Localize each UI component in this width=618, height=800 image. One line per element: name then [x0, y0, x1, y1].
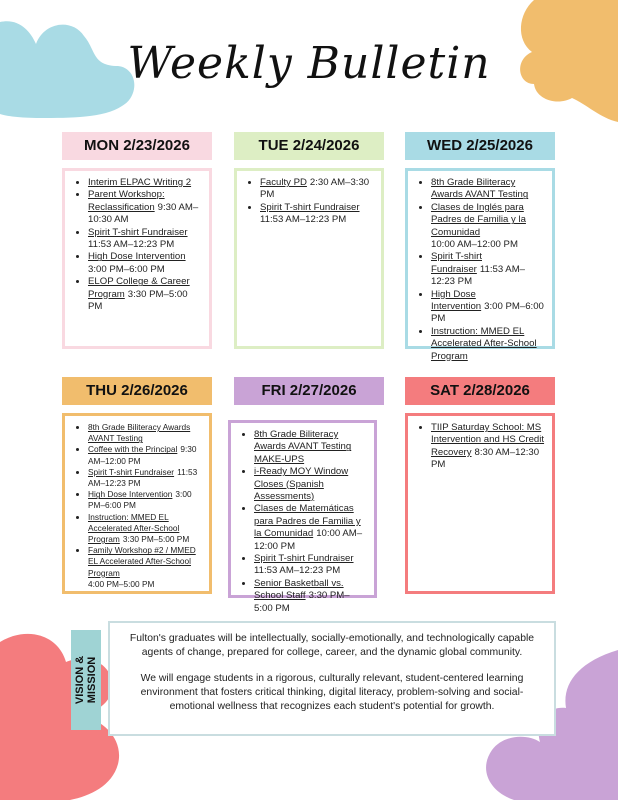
event-time: 11:53 AM–12:23 PM [254, 565, 341, 577]
day-box-sat [405, 413, 555, 594]
list-item [254, 503, 368, 553]
list-item [254, 578, 368, 615]
list-item [431, 202, 546, 252]
event-time: 3:00 PM–6:00 PM [88, 263, 165, 275]
event-link[interactable]: Spirit T-shirt Fundraiser [260, 201, 360, 213]
list-item [431, 422, 546, 472]
event-time: 10:00 AM–12:00 PM [254, 528, 363, 552]
event-link[interactable]: Instruction: MMED EL Accelerated After-School Program [88, 511, 180, 545]
day-box-fri [228, 420, 377, 614]
event-link[interactable]: 8th Grade Biliteracy Awards AVANT Testing [431, 177, 529, 201]
list-item [88, 489, 203, 511]
event-link[interactable]: i-Ready MOY Window Closes (Spanish Assessments) [254, 466, 349, 503]
day-header-tue: TUE 2/24/2026 [234, 132, 384, 160]
list-item [88, 422, 203, 444]
vision-statement: Fulton's graduates will be intellectually, socially-emotionally, and technologically capable agents of change, prepared for college, career, and the dynamic global community. [129, 633, 535, 658]
day-header-mon: MON 2/23/2026 [62, 132, 212, 160]
event-link[interactable]: ELOP College & Career Program [88, 276, 190, 300]
page-title: Weekly Bulletin [127, 38, 491, 89]
event-link[interactable]: Clases de Inglés para Padres de Familia y la Comunidad [431, 201, 526, 238]
event-time: 9:30 AM–10:30 AM [88, 201, 199, 226]
list-item [88, 467, 203, 489]
event-time: 8:30 AM–12:30 PM [431, 446, 540, 471]
list-item [254, 553, 368, 578]
event-time: 3:30 PM–5:00 PM [254, 590, 350, 614]
day-box-wed [405, 168, 555, 362]
event-link[interactable]: High Dose Intervention [88, 251, 186, 263]
event-link[interactable]: Spirit T-shirt Fundraiser [431, 251, 482, 275]
event-link[interactable]: Family Workshop #2 / MMED EL Accelerated After-School Program [88, 545, 196, 578]
event-link[interactable]: Instruction: MMED EL Accelerated After-School Program [431, 325, 537, 362]
event-link[interactable]: Senior Basketball vs. School Staff [254, 577, 344, 602]
event-time: 11:53 AM–12:23 PM [88, 239, 175, 251]
event-link[interactable]: 8th Grade Biliteracy Awards AVANT Testing MAKE-UPS [254, 429, 352, 465]
list-item [88, 545, 203, 590]
list-item [431, 326, 546, 363]
list-item [88, 444, 203, 466]
list-item [254, 429, 368, 466]
list-item [431, 289, 546, 326]
day-header-thu: THU 2/26/2026 [62, 377, 212, 405]
list-item [431, 177, 546, 202]
event-link[interactable]: High Dose Intervention [88, 489, 173, 500]
event-link[interactable]: Interim ELPAC Writing 2 [88, 177, 192, 188]
day-box-mon [62, 168, 212, 349]
event-time: 3:30 PM–5:00 PM [88, 288, 188, 313]
list-item [88, 189, 203, 226]
list-item [260, 177, 375, 202]
mission-statement: We will engage students in a rigorous, culturally relevant, student-centered learning environment that fosters critical thinking, digital literacy, problem-solving and social-emotional wellness that recognizes each student's potential for growth. [140, 673, 524, 712]
event-time: 11:53 AM–12:23 PM [260, 214, 347, 226]
list-item [88, 177, 203, 189]
list-item [88, 227, 203, 252]
event-time: 2:30 AM–3:30 PM [260, 177, 370, 201]
event-time: 9:30 AM–12:00 PM [88, 444, 197, 466]
event-link[interactable]: Coffee with the Principal [88, 444, 178, 455]
event-time: 10:00 AM–12:00 PM [431, 239, 518, 251]
event-link[interactable]: TIIP Saturday School: MS Intervention and HS Credit Recovery [431, 422, 545, 458]
list-item [88, 276, 203, 313]
event-link[interactable]: Spirit T-shirt Fundraiser [88, 466, 175, 477]
vision-mission-box [108, 621, 556, 736]
list-item [88, 251, 203, 276]
list-item [431, 251, 546, 288]
list-item [88, 512, 203, 546]
event-time: 11:53 AM–12:23 PM [431, 263, 526, 288]
list-item [260, 202, 375, 227]
event-link[interactable]: High Dose Intervention [431, 288, 482, 313]
event-link[interactable]: Spirit T-shirt Fundraiser [254, 553, 354, 565]
event-link[interactable]: 8th Grade Biliteracy Awards AVANT Testing [88, 422, 191, 444]
vision-mission-label-text: VISION & MISSION [74, 655, 98, 705]
event-time: 11:53 AM–12:23 PM [88, 466, 198, 489]
event-time: 3:00 PM–6:00 PM [431, 301, 544, 325]
day-box-tue [234, 168, 384, 349]
day-box-thu [62, 413, 212, 594]
day-header-wed: WED 2/25/2026 [405, 132, 555, 160]
event-link[interactable]: Spirit T-shirt Fundraiser [88, 226, 188, 238]
event-link[interactable]: Clases de Matemáticas para Padres de Familia y la Comunidad [254, 503, 361, 540]
day-header-sat: SAT 2/28/2026 [405, 377, 555, 405]
event-link[interactable]: Parent Workshop: Reclassification [88, 189, 165, 213]
list-item [254, 466, 368, 503]
event-time: 3:30 PM–5:00 PM [122, 534, 190, 545]
event-link[interactable]: Faculty PD [260, 177, 307, 188]
vision-mission-label [71, 630, 101, 730]
event-time: 3:00 PM–6:00 PM [88, 489, 192, 511]
day-header-fri: FRI 2/27/2026 [234, 377, 384, 405]
event-time: 4:00 PM–5:00 PM [88, 578, 155, 589]
